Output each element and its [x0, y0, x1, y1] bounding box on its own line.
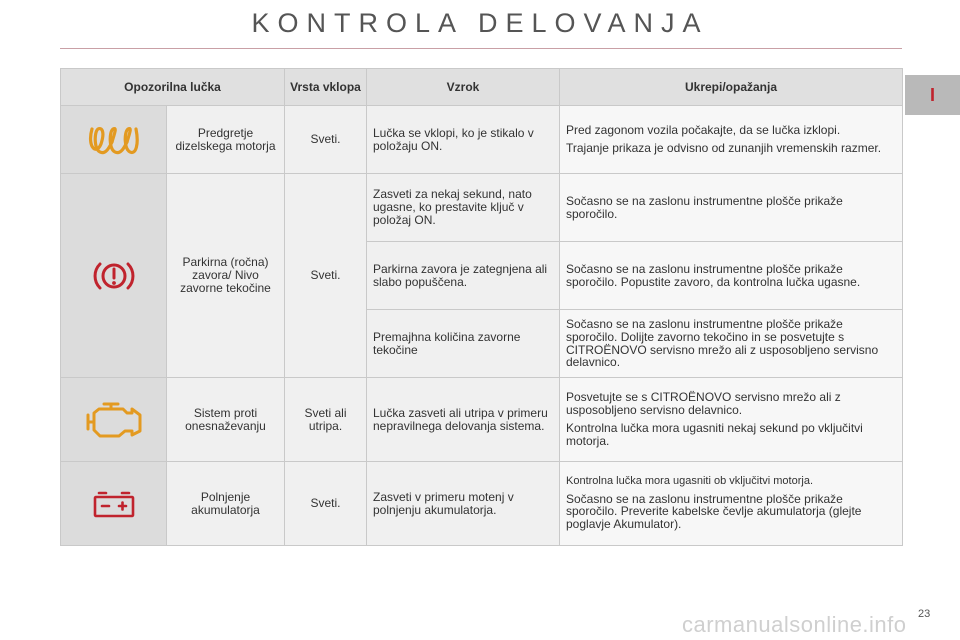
column-header: Vrsta vklopa: [285, 69, 367, 106]
light-name: Predgretje dizelskega motorja: [167, 106, 285, 174]
light-actions: [560, 310, 903, 378]
light-actions: [560, 242, 903, 310]
chapter-label: I: [929, 84, 935, 105]
light-cause: Zasveti v primeru motenj v polnjenju akumulatorja.: [367, 462, 560, 546]
icon-cell: [61, 462, 167, 546]
action-text: Posvetujte se s CITROËNOVO servisno mrežo ali z usposobljeno servisno delavnico.: [566, 390, 841, 418]
title-divider: [60, 48, 902, 49]
action-text: Kontrolna lučka mora ugasniti ob vključitvi motorja.: [566, 474, 814, 487]
action-text: Sočasno se na zaslonu instrumentne plošče prikaže sporočilo. Popustite zavoro, da kontrolna lučka ugasne.: [566, 261, 861, 289]
light-actions: [560, 106, 903, 174]
table-row: [61, 174, 903, 242]
light-cause: Lučka se vklopi, ko je stikalo v položaju ON.: [367, 106, 560, 174]
watermark: carmanualsonline.info: [682, 612, 907, 637]
light-actions: [560, 462, 903, 546]
light-name: Polnjenje akumulatorja: [167, 462, 285, 546]
table-header-row: [61, 69, 903, 106]
light-type: Sveti.: [285, 462, 367, 546]
warning-lights-table: [60, 68, 903, 546]
table-row: [61, 462, 903, 546]
brake-warning-icon: [92, 258, 136, 294]
column-header: Opozorilna lučka: [61, 69, 285, 106]
action-text: Sočasno se na zaslonu instrumentne plošče prikaže sporočilo. Dolijte zavorno tekočino in se posvetujte s CITROËNOVO servisno mrežo ali z usposobljeno servisno delavnico.: [566, 316, 879, 370]
battery-icon: [91, 489, 137, 519]
page-number: 23: [918, 608, 931, 620]
column-header: Vzrok: [367, 69, 560, 106]
light-type: Sveti ali utripa.: [285, 378, 367, 462]
glow-plug-icon: [88, 124, 140, 156]
chapter-tab[interactable]: [905, 75, 960, 115]
icon-cell: [61, 106, 167, 174]
light-cause: Zasveti za nekaj sekund, nato ugasne, ko prestavite ključ v položaj ON.: [367, 174, 560, 242]
action-text: Sočasno se na zaslonu instrumentne plošče prikaže sporočilo. Preverite kabelske čevlje akumulatorja (glejte poglavje Akumulator).: [566, 491, 862, 532]
column-header: Ukrepi/opažanja: [560, 69, 903, 106]
table-row: [61, 106, 903, 174]
light-cause: Lučka zasveti ali utripa v primeru nepravilnega delovanja sistema.: [367, 378, 560, 462]
action-text: Pred zagonom vozila počakajte, da se lučka izklopi.: [566, 123, 841, 138]
action-text: Trajanje prikaza je odvisno od zunanjih vremenskih razmer.: [566, 141, 882, 155]
light-actions: [560, 174, 903, 242]
action-text: Kontrolna lučka mora ugasniti nekaj sekund po vključitvi motorja.: [566, 421, 863, 448]
light-cause: Premajhna količina zavorne tekočine: [367, 310, 560, 378]
icon-cell: [61, 174, 167, 378]
light-type: Sveti.: [285, 106, 367, 174]
page-title: KONTROLA DELOVANJA: [251, 8, 709, 38]
action-text: Sočasno se na zaslonu instrumentne plošče prikaže sporočilo.: [566, 193, 843, 221]
light-cause: Parkirna zavora je zategnjena ali slabo popuščena.: [367, 242, 560, 310]
table-row: [61, 378, 903, 462]
icon-cell: [61, 378, 167, 462]
light-actions: [560, 378, 903, 462]
light-name: Sistem proti onesnaževanju: [167, 378, 285, 462]
light-type: Sveti.: [285, 174, 367, 378]
light-name: Parkirna (ročna) zavora/ Nivo zavorne tekočine: [167, 174, 285, 378]
engine-check-icon: [85, 401, 143, 439]
